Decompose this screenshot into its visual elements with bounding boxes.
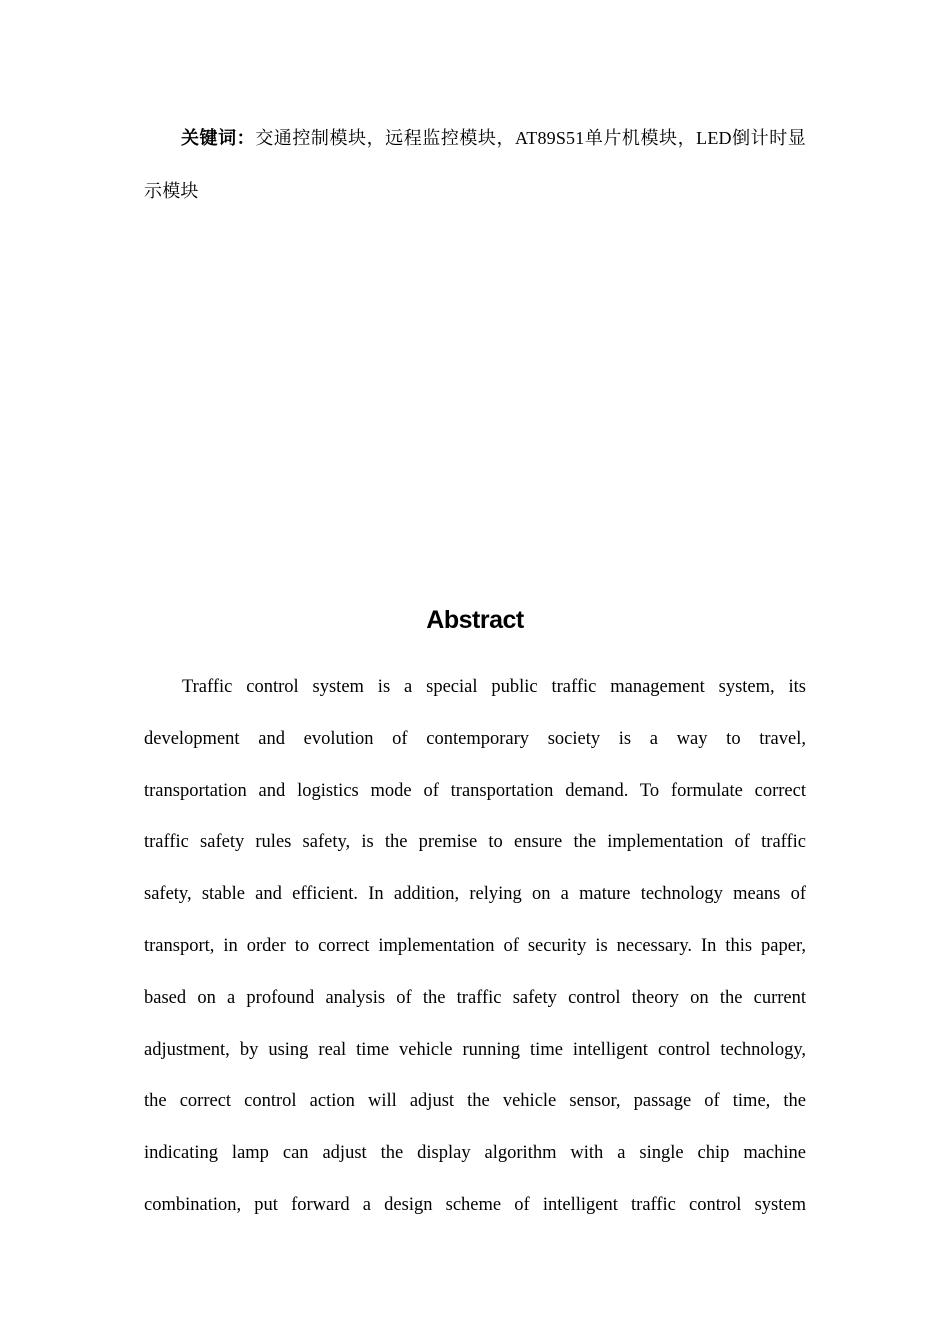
keywords-label: 关键词： bbox=[181, 128, 256, 149]
abstract-line: based on a profound analysis of the traffic safety control theory on the current bbox=[144, 987, 806, 1008]
abstract-heading: Abstract bbox=[426, 606, 524, 634]
keywords-text: 交通控制模块，远程监控模块，AT89S51单片机模块，LED倒计时显示模块 bbox=[144, 128, 806, 201]
abstract-line: indicating lamp can adjust the display algorithm with a single chip machine bbox=[144, 1143, 806, 1164]
abstract-line: traffic safety rules safety, is the premise to ensure the implementation of traffic bbox=[144, 832, 806, 853]
abstract-line: safety, stable and efficient. In addition, relying on a mature technology means of bbox=[144, 884, 806, 905]
abstract-line: the correct control action will adjust the vehicle sensor, passage of time, the bbox=[144, 1091, 806, 1112]
keywords-paragraph bbox=[144, 112, 806, 217]
abstract-line: development and evolution of contemporary society is a way to travel, bbox=[144, 728, 806, 749]
abstract-line: combination, put forward a design scheme of intelligent traffic control system bbox=[144, 1194, 806, 1215]
abstract-paragraph bbox=[144, 662, 806, 1232]
abstract-line: transportation and logistics mode of transportation demand. To formulate correct bbox=[144, 780, 806, 801]
abstract-line: Traffic control system is a special public traffic management system, its bbox=[182, 677, 806, 697]
abstract-line: transport, in order to correct implementation of security is necessary. In this paper, bbox=[144, 935, 806, 956]
abstract-line: adjustment, by using real time vehicle running time intelligent control technology, bbox=[144, 1039, 806, 1060]
